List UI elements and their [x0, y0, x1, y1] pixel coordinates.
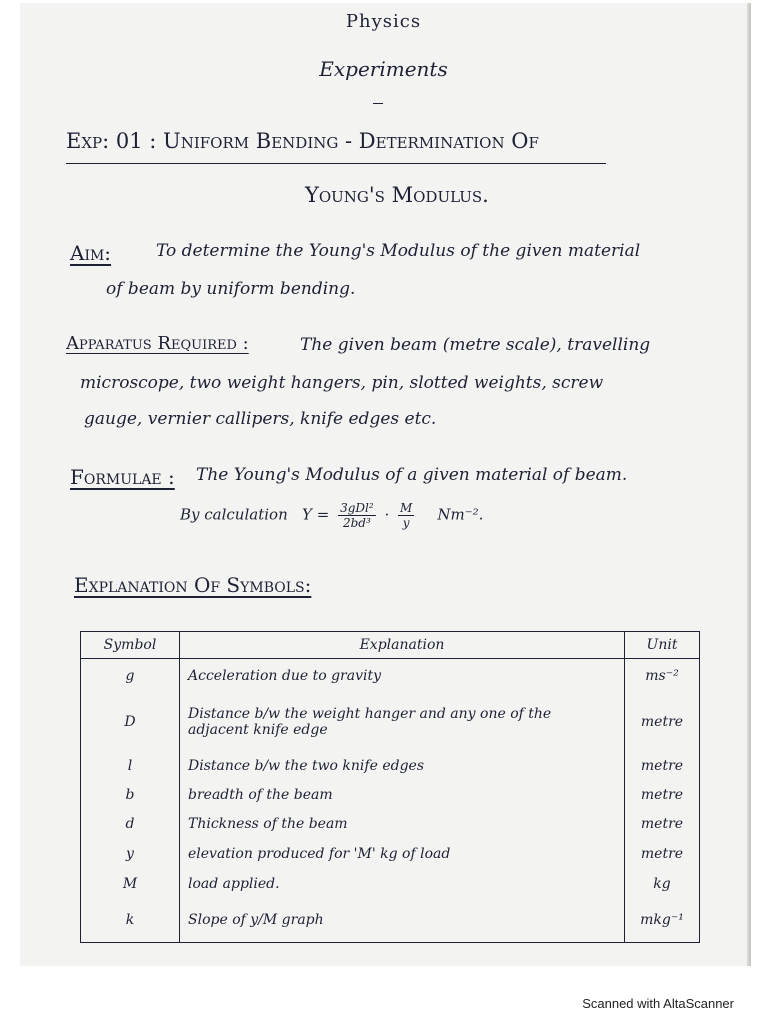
formula-dot: · [384, 505, 390, 524]
experiment-title-line1: Exp: 01 : Uniform Bending - Determination Of [66, 129, 539, 153]
formulae-label: Formulae : [70, 465, 175, 489]
divider [373, 103, 383, 104]
table-row [81, 809, 700, 839]
title-underline [66, 163, 606, 164]
symbol-cell: D [81, 693, 180, 751]
explanation-cell: elevation produced for 'M' kg of load [180, 839, 625, 869]
apparatus-line1: The given beam (metre scale), travelling [300, 335, 651, 355]
symbols-heading: Explanation Of Symbols: [74, 573, 312, 597]
unit-cell: metre [625, 781, 700, 809]
scanner-watermark: Scanned with AltaScanner [582, 996, 734, 1011]
symbol-cell: l [81, 751, 180, 781]
explanation-cell: Acceleration due to gravity [180, 659, 625, 693]
unit-cell: kg [625, 869, 700, 899]
formula-fraction-2 [398, 501, 414, 530]
unit-cell: metre [625, 839, 700, 869]
apparatus-label: Apparatus Required : [66, 333, 249, 354]
explanation-cell: Slope of y/M graph [180, 899, 625, 943]
apparatus-line2: microscope, two weight hangers, pin, slotted weights, screw [80, 373, 604, 393]
header-symbol: Symbol [81, 632, 180, 659]
table-row [81, 693, 700, 751]
explanation-cell: load applied. [180, 869, 625, 899]
symbol-cell: y [81, 839, 180, 869]
formula-numerator-1: 3gDl² [340, 501, 374, 515]
unit-cell: metre [625, 693, 700, 751]
header-unit: Unit [625, 632, 700, 659]
formula-by-calculation: By calculation [180, 505, 288, 524]
explanation-cell: breadth of the beam [180, 781, 625, 809]
unit-cell: metre [625, 751, 700, 781]
aim-label: Aim: [70, 241, 112, 265]
subject-title: Physics [345, 11, 422, 32]
header-explanation: Explanation [180, 632, 625, 659]
explanation-cell: Distance b/w the two knife edges [180, 751, 625, 781]
symbol-cell: M [81, 869, 180, 899]
experiment-title-line2: Young's Modulus. [305, 183, 489, 207]
explanation-cell: Thickness of the beam [180, 809, 625, 839]
notebook-page [20, 3, 749, 966]
symbol-cell: d [81, 809, 180, 839]
symbol-cell: k [81, 899, 180, 943]
unit-cell: metre [625, 809, 700, 839]
table-row [81, 899, 700, 943]
formula-denominator-2: y [402, 516, 410, 530]
formula-numerator-2: M [400, 501, 413, 515]
formula-lhs: Y = [302, 505, 330, 524]
table-row [81, 781, 700, 809]
table-row [81, 869, 700, 899]
table-row [81, 751, 700, 781]
apparatus-line3: gauge, vernier callipers, knife edges etc. [84, 409, 437, 429]
symbol-cell: b [81, 781, 180, 809]
aim-text-line1: To determine the Young's Modulus of the given material [156, 241, 641, 261]
explanation-cell: Distance b/w the weight hanger and any one of the adjacent knife edge [180, 693, 625, 751]
formula-unit: Nm⁻². [437, 505, 484, 524]
formula-fraction-1 [338, 501, 376, 530]
unit-cell: ms⁻² [625, 659, 700, 693]
formula-denominator-1: 2bd³ [342, 516, 371, 530]
unit-cell: mkg⁻¹ [625, 899, 700, 943]
table-header-row [81, 632, 700, 659]
formulae-line1: The Young's Modulus of a given material of beam. [196, 465, 628, 485]
symbol-cell: g [81, 659, 180, 693]
symbols-table [80, 631, 700, 943]
youngs-modulus-formula [180, 501, 483, 530]
aim-text-line2: of beam by uniform bending. [106, 279, 356, 299]
table-row [81, 839, 700, 869]
table-row [81, 659, 700, 693]
section-title: Experiments [319, 57, 448, 81]
